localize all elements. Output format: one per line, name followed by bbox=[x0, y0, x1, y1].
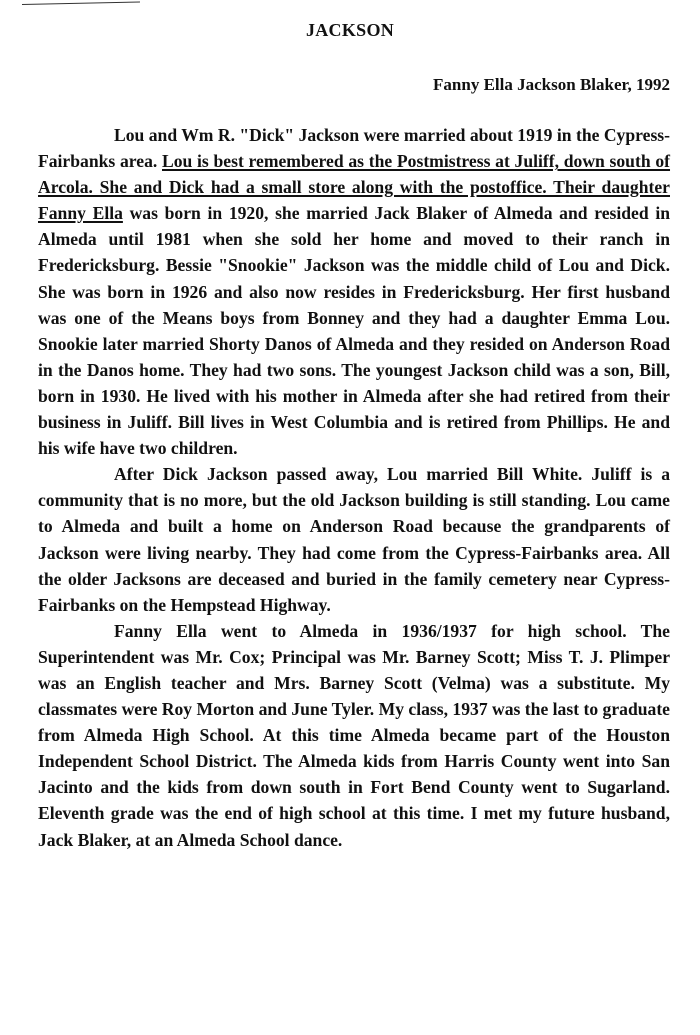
paragraph-1-lead: Lou and Wm R. "Dick" Jackson were married about 1919 in the Cypress-Fairbanks area. bbox=[38, 125, 670, 172]
author-byline: Fanny Ella Jackson Blaker, 1992 bbox=[433, 75, 670, 94]
paragraph-1 bbox=[38, 122, 670, 461]
scan-edge-line bbox=[22, 2, 140, 5]
paragraph-2: After Dick Jackson passed away, Lou married Bill White. Juliff is a community that is no more, but the old Jackson building is still standing. Lou came to Almeda and built a home on Anderson Road because the grandparents of Jackson were living nearby. They had come from the Cypress-Fairbanks area. All the older Jacksons are deceased and buried in the family cemetery near Cypress-Fairbanks on the Hempstead Highway. bbox=[38, 464, 670, 615]
article-body bbox=[38, 122, 670, 853]
page-title: JACKSON bbox=[305, 20, 395, 40]
paragraph-1-rest: was born in 1920, she married Jack Blaker of Almeda and resided in Almeda until 1981 when she sold her home and moved to their ranch in Fredericksburg. Bessie "Snookie" Jackson was the middle child of Lou and Dick. She was born in 1926 and also now resides in Fredericksburg. Her first husband was one of the Means boys from Bonney and they had a daughter Emma Lou. Snookie later married Shorty Danos of Almeda and they resided on Anderson Road in the Danos home. They had two sons. The youngest Jackson child was a son, Bill, born in 1930. He lived with his mother in Almeda after she had retired from their business in Juliff. Bill lives in West Columbia and is retired from Phillips. He and his wife have two children. bbox=[38, 203, 670, 459]
paragraph-3: Fanny Ella went to Almeda in 1936/1937 for high school. The Superintendent was Mr. Cox; Principal was Mr. Barney Scott; Miss T. J. Plimper was an English teacher and Mrs. Barney Scott (Velma) was a substitute. My classmates were Roy Morton and June Tyler. My class, 1937 was the last to graduate from Almeda High School. At this time Almeda became part of the Houston Independent School District. The Almeda kids from Harris County went into San Jacinto and the kids from down south in Fort Bend County went to Sugarland. Eleventh grade was the end of high school at this time. I met my future husband, Jack Blaker, at an Almeda School dance. bbox=[38, 620, 670, 850]
paragraph-1-underlined-passage: Lou is best remembered as the Postmistress at Juliff, down south of Arcola. She and Dick had a small store along with the postoffice. Their daughter Fanny Ella bbox=[38, 151, 671, 224]
